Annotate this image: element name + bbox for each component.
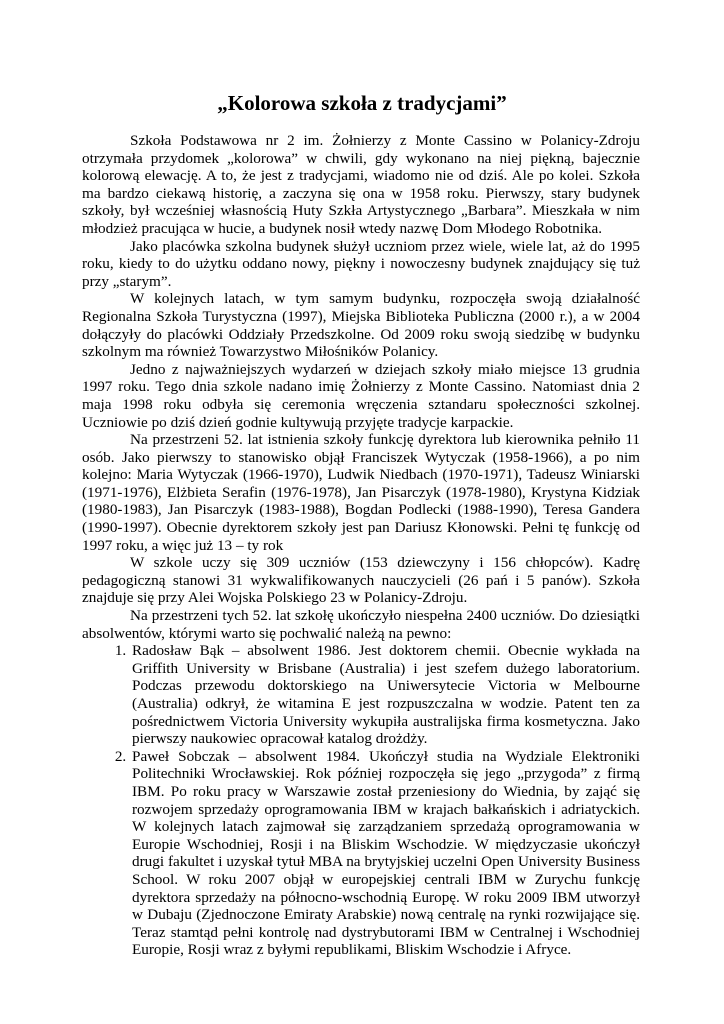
paragraph: Na przestrzeni tych 52. lat szkołę ukończyło niespełna 2400 uczniów. Do dziesiątki absolwentów, którymi warto się pochwalić należą na pewno: bbox=[82, 607, 640, 642]
document-body bbox=[82, 132, 640, 959]
paragraph: W szkole uczy się 309 uczniów (153 dziewczyny i 156 chłopców). Kadrę pedagogiczną stanowi 31 wykwalifikowanych nauczycieli (26 pań i 5 panów). Szkoła znajduje się przy Alei Wojska Polskiego 23 w Polanicy-Zdroju. bbox=[82, 554, 640, 607]
paragraph: Na przestrzeni 52. lat istnienia szkoły funkcję dyrektora lub kierownika pełniło 11 osób. Jako pierwszy to stanowisko objął Franciszek Wytyczak (1958-1966), a po nim kolejno: Maria Wytyczak (1966-1970), Ludwik Niedbach (1970-1971), Tadeusz Winiarski (1971-1976), Elżbieta Serafin (1976-1978), Jan Pisarczyk (1978-1980), Krystyna Kidziak (1980-1983), Jan Pisarczyk (1983-1988), Bogdan Podlecki (1988-1990), Teresa Gandera (1990-1997). Obecnie dyrektorem szkoły jest pan Dariusz Kłonowski. Pełni tę funkcję od 1997 roku, a więc już 13 – ty rok bbox=[82, 431, 640, 554]
paragraph: Jedno z najważniejszych wydarzeń w dziejach szkoły miało miejsce 13 grudnia 1997 roku. Tego dnia szkole nadano imię Żołnierzy z Monte Cassino. Natomiast dnia 2 maja 1998 roku odbyła się ceremonia wręczenia sztandaru społeczności szkolnej. Uczniowie po dziś dzień godnie kultywują przyjęte tradycje karpackie. bbox=[82, 360, 640, 431]
list-item: 2. Paweł Sobczak – absolwent 1984. Ukończył studia na Wydziale Elektroniki Politechniki Wrocławskiej. Rok później rozpoczęła się jego „przygoda” z firmą IBM. Po roku pracy w Warszawie został przeniesiony do Wiednia, by zająć się rozwojem sprzedaży oprogramowania IBM w krajach bałkańskich i adriatyckich. W kolejnych latach zajmował się zarządzaniem sprzedażą oprogramowania w Europie Wschodniej, Rosji i na Bliskim Wschodzie. W międzyczasie ukończył drugi fakultet i uzyskał tytuł MBA na brytyjskiej uczelni Open University Business School. W roku 2007 objął w europejskiej centrali IBM w Zurychu funkcję dyrektora sprzedaży na północno-wschodnią Europę. W roku 2009 IBM utworzył w Dubaju (Zjednoczone Emiraty Arabskie) nową centralę na rynki rozwijające się. Teraz stamtąd pełni kontrolę nad dystrybutorami IBM w Centralnej i Wschodniej Europie, Rosji wraz z byłymi republikami, Bliskim Wschodzie i Afryce. bbox=[130, 748, 640, 959]
document-title: „Kolorowa szkoła z tradycjami” bbox=[217, 91, 507, 115]
list-item: 1. Radosław Bąk – absolwent 1986. Jest doktorem chemii. Obecnie wykłada na Griffith University w Brisbane (Australia) i jest szefem dużego laboratorium. Podczas przewodu doktorskiego na Uniwersytecie Victoria w Melbourne (Australia) odkrył, że witamina E jest rozpuszczalna w wodzie. Patent ten za pośrednictwem Victoria University wykupiła australijska firma kosmetyczna. Jako pierwszy naukowiec opracował katalog drożdży. bbox=[130, 642, 640, 748]
paragraph: Jako placówka szkolna budynek służył uczniom przez wiele, wiele lat, aż do 1995 roku, kiedy to do użytku oddano nowy, piękny i nowoczesny budynek znajdujący się tuż przy „starym”. bbox=[82, 237, 640, 290]
paragraph: Szkoła Podstawowa nr 2 im. Żołnierzy z Monte Cassino w Polanicy-Zdroju otrzymała przydomek „kolorowa” w chwili, gdy wykonano na niej piękną, bajecznie kolorową elewację. A to, że jest z tradycjami, wiadomo nie od dziś. Ale po kolei. Szkoła ma bardzo ciekawą historię, a zaczyna się ona w 1958 roku. Pierwszy, stary budynek szkoły, był wcześniej własnością Huty Szkła Artystycznego „Barbara”. Mieszkała w nim młodzież pracująca w hucie, a budynek nosił wtedy nazwę Dom Młodego Robotnika. bbox=[82, 132, 640, 237]
alumni-list bbox=[82, 642, 640, 959]
paragraph: W kolejnych latach, w tym samym budynku, rozpoczęła swoją działalność Regionalna Szkoła Turystyczna (1997), Miejska Biblioteka Publiczna (2000 r.), a w 2004 dołączyły do placówki Oddziały Przedszkolne. Od 2009 roku swoją siedzibę w budynku szkolnym ma również Towarzystwo Miłośników Polanicy. bbox=[82, 290, 640, 361]
